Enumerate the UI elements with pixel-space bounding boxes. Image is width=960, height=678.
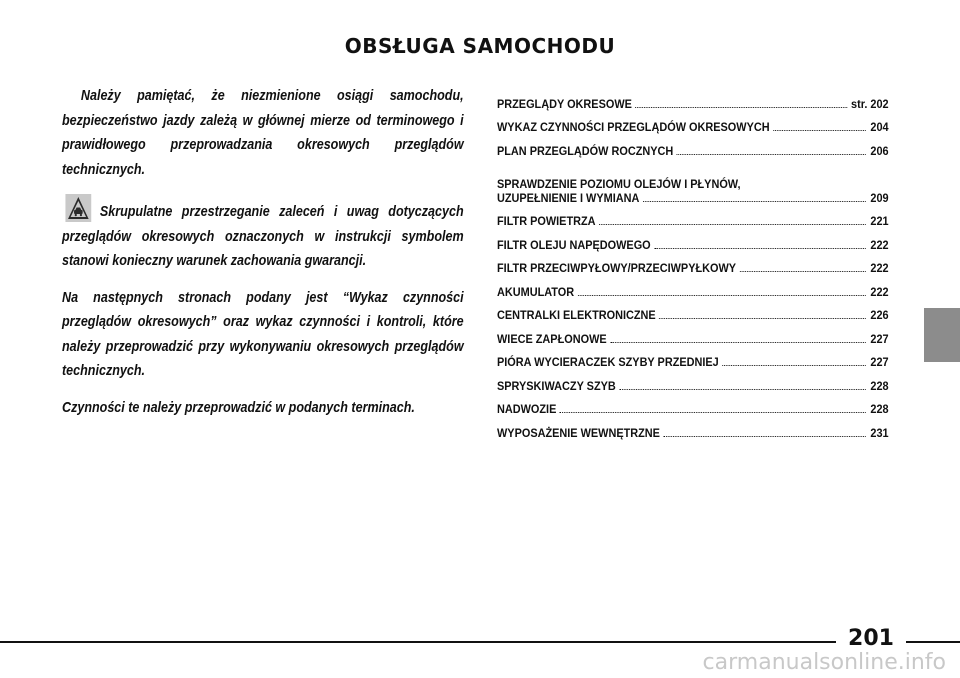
dot-leader [722, 364, 865, 366]
toc-item[interactable]: WYPOSAŻENIE WEWNĘTRZNE 231 [497, 425, 889, 440]
watermark: carmanualsonline.info [702, 650, 946, 675]
toc-item[interactable]: CENTRALKI ELEKTRONICZNE 226 [497, 308, 889, 322]
toc-item[interactable]: PLAN PRZEGLĄDÓW ROCZNYCH 206 [497, 143, 889, 158]
car-service-warning-icon [65, 194, 91, 222]
intro-paragraph-3: Na następnych stronach podany jest “Wykaz czynności przeglądów okresowych” oraz wykaz czynności i kontroli, które należy przeprowadzić przy wykonywaniu okresowych przeglądów technicznych. [62, 289, 464, 379]
dot-leader [619, 388, 865, 390]
toc-item[interactable]: FILTR OLEJU NAPĘDOWEGO 222 [497, 237, 889, 252]
intro-paragraph-1: Należy pamiętać, że niezmienione osiągi samochodu, bezpieczeństwo jazdy zależą w głównej mierze od terminowego i prawidłowego przeprowadzania okresowych przeglądów technicznych. [62, 88, 464, 178]
dot-leader [599, 223, 866, 225]
intro-text [62, 84, 464, 432]
dot-leader [643, 200, 866, 202]
toc-item[interactable]: NADWOZIE 228 [497, 402, 889, 416]
toc-item[interactable]: PRZEGLĄDY OKRESOWE str. 202 [497, 96, 889, 111]
dot-leader [610, 341, 866, 343]
page-number: 201 [848, 626, 894, 651]
section-tab [924, 308, 960, 362]
dot-leader [773, 129, 866, 131]
table-of-contents [497, 87, 889, 440]
toc-item[interactable]: WIECE ZAPŁONOWE 227 [497, 331, 889, 346]
toc-item[interactable]: SPRAWDZENIE POZIOMU OLEJÓW I PŁYNÓW, UZUPEŁNIENIE I WYMIANA 209 [497, 176, 889, 205]
dot-leader [677, 153, 866, 155]
toc-item[interactable]: FILTR POWIETRZA 221 [497, 214, 889, 228]
intro-paragraph-2 [62, 194, 464, 274]
toc-item[interactable]: AKUMULATOR 222 [497, 284, 889, 299]
dot-leader [654, 247, 866, 249]
dot-leader [740, 270, 866, 272]
toc-item[interactable]: PIÓRA WYCIERACZEK SZYBY PRZEDNIEJ 227 [497, 355, 889, 369]
intro-paragraph-2-text: Skrupulatne przestrzeganie zaleceń i uwag dotyczących przeglądów okresowych oznaczonych w instrukcji symbolem stanowi konieczny warunek zachowania gwarancji. [62, 204, 464, 269]
toc-item[interactable]: WYKAZ CZYNNOŚCI PRZEGLĄDÓW OKRESOWYCH 204 [497, 120, 889, 134]
footer-rule [0, 641, 960, 643]
dot-leader [659, 317, 865, 319]
toc-item[interactable]: FILTR PRZECIWPYŁOWY/PRZECIWPYŁKOWY 222 [497, 261, 889, 275]
dot-leader [560, 411, 866, 413]
dot-leader [635, 106, 847, 108]
intro-paragraph-4: Czynności te należy przeprowadzić w podanych terminach. [62, 399, 415, 416]
toc-item[interactable]: SPRYSKIWACZY SZYB 228 [497, 378, 889, 393]
dot-leader [578, 294, 866, 296]
dot-leader [663, 435, 865, 437]
page-title: OBSŁUGA SAMOCHODU [344, 34, 616, 58]
